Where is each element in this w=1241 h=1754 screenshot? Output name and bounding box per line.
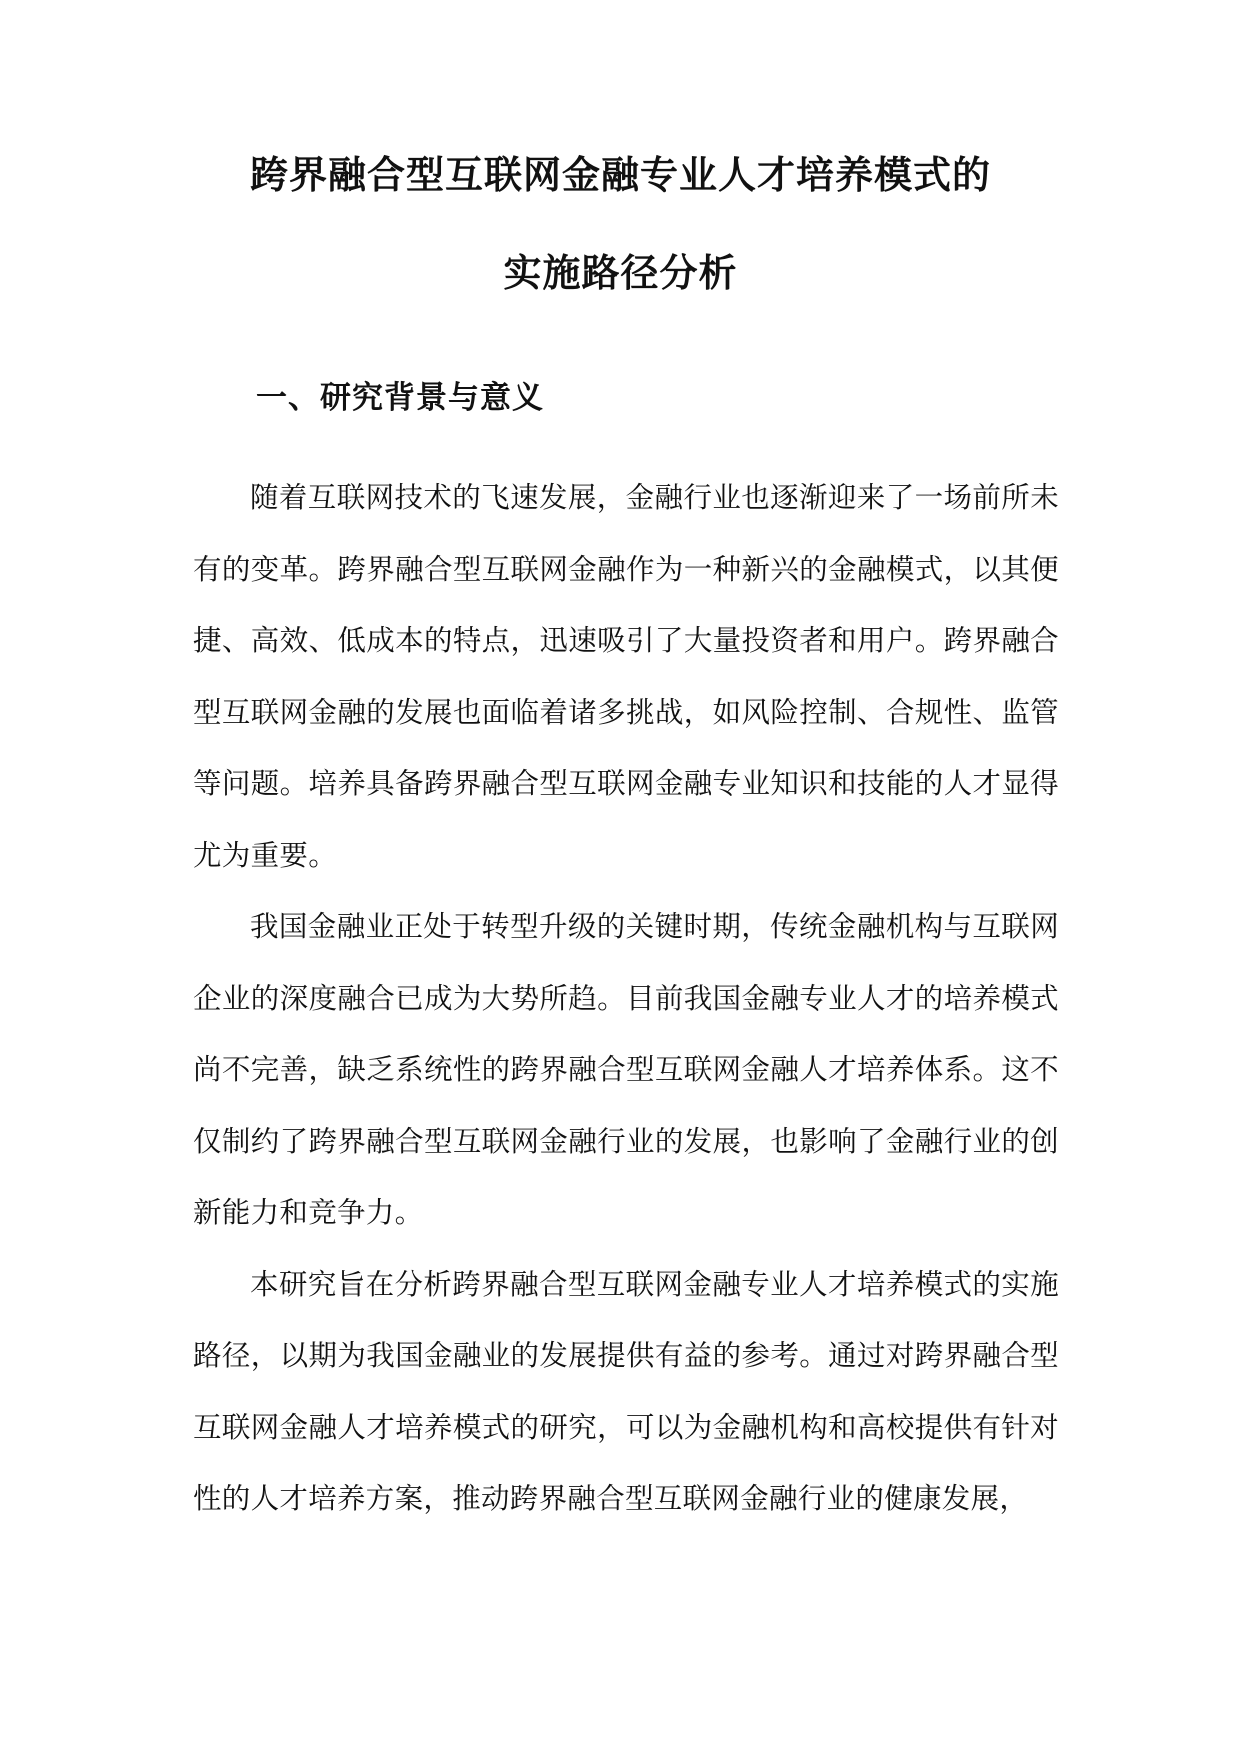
section-heading: 一、研究背景与意义 [256,380,544,416]
document-title-line-2: 实施路径分析 [503,250,738,295]
paragraph-1: 随着互联网技术的飞速发展，金融行业也逐渐迎来了一场前所未有的变革。跨界融合型互联网金融作为一种新兴的金融模式，以其便捷、高效、低成本的特点，迅速吸引了大量投资者和用户。跨界融合型互联网金融的发展也面临着诸多挑战，如风险控制、合规性、监管等问题。培养具备跨界融合型互联网金融专业知识和技能的人才显得尤为重要。 [193,481,1059,872]
document-body [193,462,1059,1535]
paragraph-3: 本研究旨在分析跨界融合型互联网金融专业人才培养模式的实施路径，以期为我国金融业的发展提供有益的参考。通过对跨界融合型互联网金融人才培养模式的研究，可以为金融机构和高校提供有针对性的人才培养方案，推动跨界融合型互联网金融行业的健康发展， [193,1267,1059,1515]
paragraph-2: 我国金融业正处于转型升级的关键时期，传统金融机构与互联网企业的深度融合已成为大势所趋。目前我国金融专业人才的培养模式尚不完善，缺乏系统性的跨界融合型互联网金融人才培养体系。这不仅制约了跨界融合型互联网金融行业的发展，也影响了金融行业的创新能力和竞争力。 [193,910,1059,1229]
document-title-line-1: 跨界融合型互联网金融专业人才培养模式的 [249,152,991,197]
